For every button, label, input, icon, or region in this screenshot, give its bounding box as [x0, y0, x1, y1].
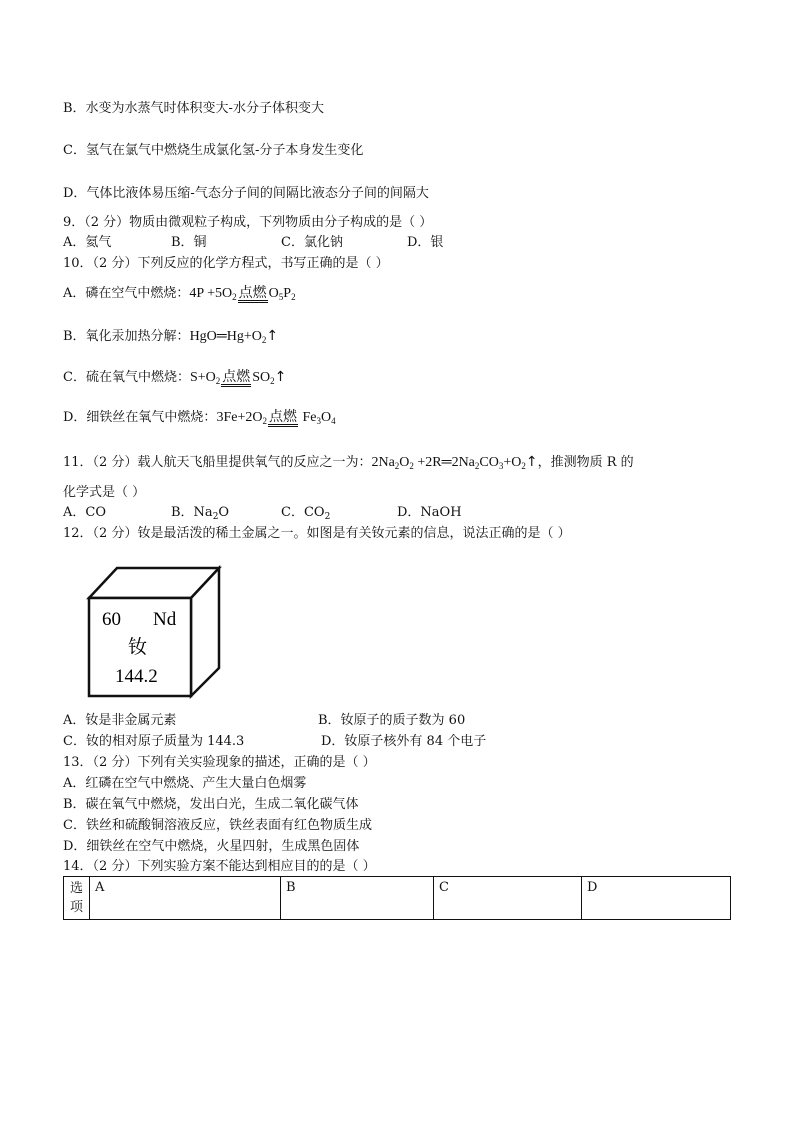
element-name: 钕	[128, 636, 148, 658]
table-row	[64, 877, 731, 920]
q8-option-b: B．水变为水蒸气时体积变大-水分子体积变大	[63, 101, 324, 116]
q10-c-label: C．硫在氧气中燃烧：	[63, 370, 190, 385]
q11-eq-b-sub: 2	[409, 461, 414, 471]
table-cell-d: D	[582, 877, 731, 920]
q9-option-d: D．银	[407, 235, 444, 250]
q10-c-rhs: SO	[252, 370, 271, 385]
q8-option-d: D．气体比液体易压缩-气态分子间的间隔比液态分子间的间隔大	[63, 186, 429, 201]
q10-a-lhs: 4P +5O	[189, 286, 233, 301]
header-line1: 选	[69, 881, 83, 896]
q11-stem-line2: 化学式是（ ）	[63, 485, 146, 500]
q10-a-condition: 点燃	[238, 286, 267, 301]
q11-option-b-post: O	[218, 505, 230, 520]
table-header-cell	[64, 877, 90, 920]
q10-d-lhs: 3Fe+2O	[216, 410, 263, 425]
table-cell-c: C	[434, 877, 582, 920]
q13-option-b: B．碳在氧气中燃烧，发出白光，生成二氧化碳气体	[63, 797, 359, 812]
q11-eq-a: 2Na	[371, 455, 395, 470]
q10-d-rhs2: O	[320, 410, 332, 425]
q12-option-d: D．钕原子核外有 84 个电子	[321, 734, 487, 749]
q10-b-lhs: HgO	[189, 329, 217, 344]
q13-option-c: C．铁丝和硫酸铜溶液反应，铁丝表面有红色物质生成	[63, 818, 372, 833]
q11-option-b	[171, 505, 281, 521]
q9-option-c: C．氯化钠	[281, 235, 343, 250]
q13-option-d: D．细铁丝在空气中燃烧，火星四射，生成黑色固体	[63, 839, 360, 854]
q11-stem	[63, 454, 634, 471]
q11-option-b-sub: 2	[212, 512, 219, 522]
q11-option-c-sub: 2	[324, 512, 331, 522]
element-symbol: Nd	[153, 609, 177, 630]
q11-eq-sign: ═	[441, 455, 452, 470]
q14-table	[63, 876, 731, 920]
q10-d-condition: 点燃	[268, 410, 297, 425]
q10-d-rhs: Fe	[302, 410, 317, 425]
q13-option-a: A．红磷在空气中燃烧、产生大量白色烟雾	[63, 776, 307, 791]
q13-stem: 13．（2 分）下列有关实验现象的描述，正确的是（ ）	[63, 755, 376, 770]
q10-option-b	[63, 328, 278, 345]
q10-a-lhs-sub: 2	[232, 292, 237, 302]
q10-a-label: A．磷在空气中燃烧：	[63, 286, 190, 301]
q10-d-label: D．细铁丝在氧气中燃烧：	[63, 410, 217, 425]
q10-option-a	[63, 286, 296, 303]
atomic-number: 60	[102, 609, 121, 630]
header-line2: 项	[69, 900, 83, 915]
atomic-mass: 144.2	[115, 666, 158, 687]
up-arrow-icon: ↑	[274, 369, 287, 385]
q10-c-lhs: S+O	[189, 370, 216, 385]
up-arrow-icon: ↑	[266, 328, 279, 344]
q11-eq-e-sub: 3	[498, 461, 504, 471]
table-cell-a: A	[90, 877, 281, 920]
q10-d-lhs-sub: 2	[262, 416, 267, 426]
q10-a-p1: O	[268, 286, 279, 301]
element-card-diagram	[80, 560, 225, 700]
q9-stem: 9．（2 分）物质由微观粒子构成，下列物质由分子构成的是（ ）	[63, 215, 433, 230]
q11-eq-e: CO	[479, 455, 499, 470]
q11-eq-f-sub: 2	[521, 461, 526, 471]
q10-c-rhs-sub: 2	[270, 376, 275, 386]
q9-option-b: B．铜	[171, 235, 207, 250]
q12-options-row2	[63, 734, 486, 750]
q11-options	[63, 505, 462, 521]
q12-option-c: C．钕的相对原子质量为 144.3	[63, 734, 245, 749]
q11-eq-c: +2R	[413, 455, 442, 470]
q10-option-c	[63, 369, 286, 387]
q9-option-a: A．氦气	[63, 235, 112, 250]
q10-a-p1-sub: 5	[278, 292, 284, 302]
q10-option-d	[63, 410, 336, 427]
q11-eq-a-sub: 2	[394, 461, 400, 471]
up-arrow-icon: ↑	[525, 454, 538, 470]
q8-option-c: C．氢气在氯气中燃烧生成氯化氢-分子本身发生变化	[63, 143, 364, 158]
q10-stem: 10．（2 分）下列反应的化学方程式，书写正确的是（ ）	[63, 256, 389, 271]
q11-stem-pre: 11．（2 分）载人航天飞船里提供氧气的反应之一为：	[63, 455, 372, 470]
q11-eq-d-sub: 2	[474, 461, 480, 471]
q10-b-rhs: Hg+O	[226, 329, 262, 344]
q11-eq-b: O	[399, 455, 410, 470]
q11-option-c	[281, 505, 397, 521]
q11-option-d: D．NaOH	[397, 505, 462, 520]
q11-option-a: A．CO	[63, 505, 106, 520]
q12-option-a: A．钕是非金属元素	[63, 713, 177, 728]
q9-options	[63, 235, 443, 251]
q11-stem-post: ，推测物质 R 的	[537, 455, 634, 470]
q10-b-label: B．氧化汞加热分解：	[63, 329, 190, 344]
q10-a-p2-sub: 2	[291, 292, 296, 302]
q12-option-b: B．钕原子的质子数为 60	[318, 713, 466, 728]
q11-eq-f: +O	[503, 455, 522, 470]
q10-d-rhs-sub2: 4	[331, 416, 336, 426]
q11-option-c-pre: C．CO	[281, 505, 325, 520]
table-cell-b: B	[281, 877, 434, 920]
q10-b-sign: ═	[216, 329, 227, 344]
q12-options-row1	[63, 713, 465, 729]
q10-a-p2: P	[283, 286, 292, 301]
q11-eq-d: 2Na	[451, 455, 475, 470]
q10-b-rhs-sub: 2	[261, 335, 267, 345]
q10-c-lhs-sub: 2	[215, 376, 221, 386]
q10-c-condition: 点燃	[222, 370, 251, 385]
q10-d-rhs-sub1: 3	[316, 416, 321, 426]
q11-option-b-pre: B．Na	[171, 505, 213, 520]
q12-stem: 12．（2 分）钕是最活泼的稀土金属之一。如图是有关钕元素的信息，说法正确的是（ ）	[63, 526, 571, 541]
q14-stem: 14．（2 分）下列实验方案不能达到相应目的的是（ ）	[63, 859, 376, 874]
